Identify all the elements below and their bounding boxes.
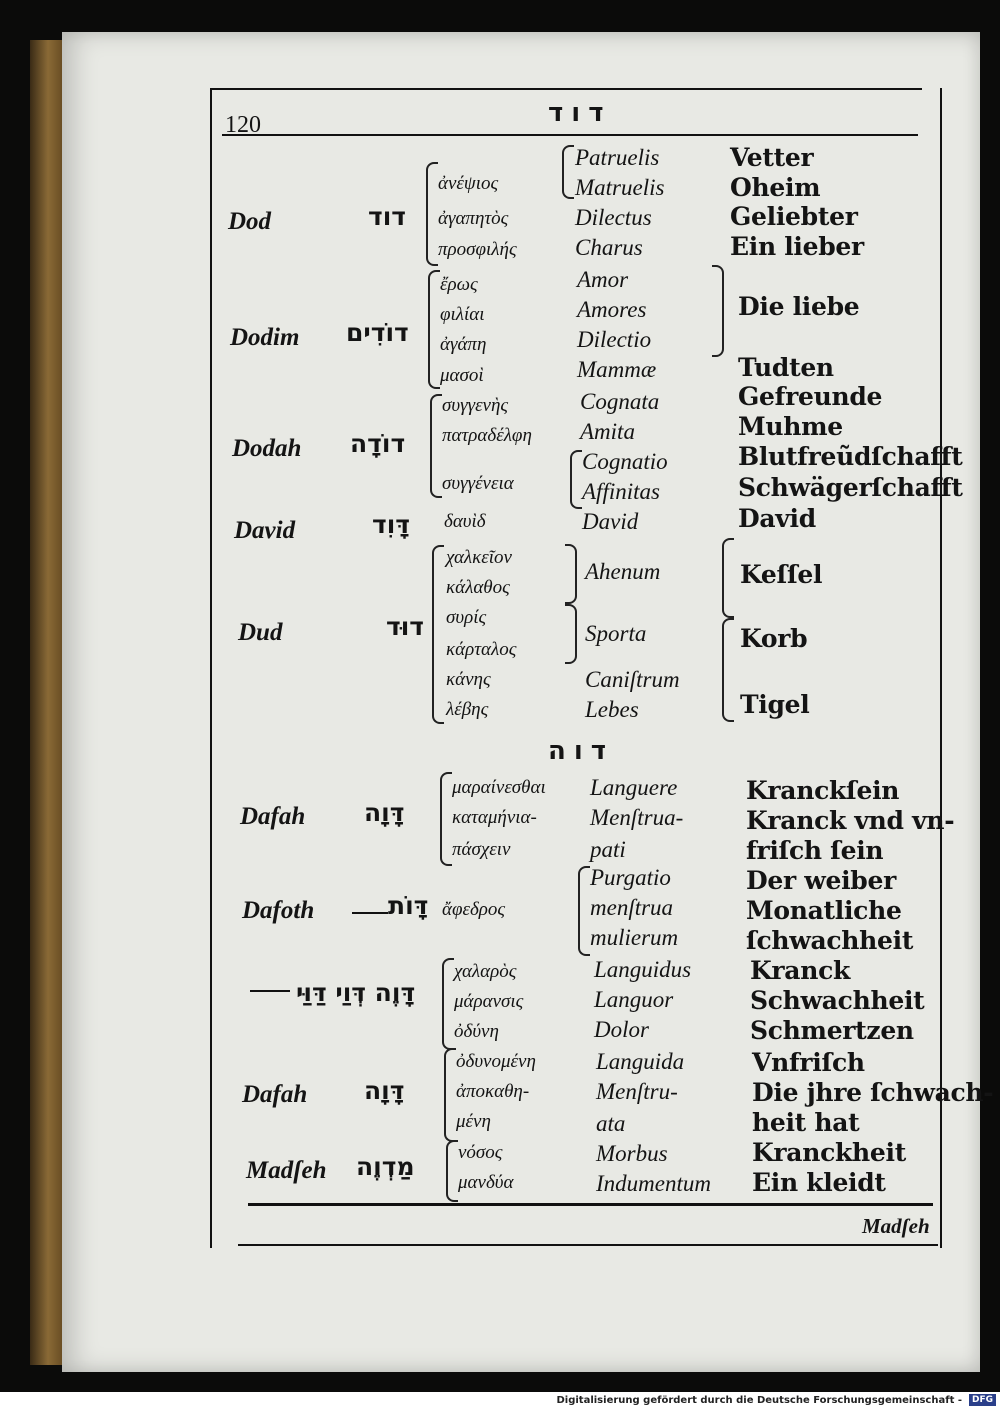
hebrew-word: דָּוֶה דְּוַי דַּוַּי: [296, 978, 416, 1007]
latin-word: Cognata: [580, 389, 660, 414]
dfg-logo: DFG: [969, 1394, 996, 1406]
german-word: Muhme: [738, 412, 843, 441]
frame-top-rule: [210, 88, 922, 90]
dash-rule: [352, 912, 388, 914]
greek-word: κάλαθος: [446, 577, 510, 598]
latin-word: Menſtru-: [596, 1079, 678, 1104]
latin-word: Languida: [596, 1049, 685, 1074]
greek-word: χαλκεῖον: [446, 547, 512, 568]
greek-word: ἀγάπη: [440, 334, 487, 355]
german-word: Die jhre ſchwach-: [752, 1078, 994, 1107]
brace: [565, 604, 577, 664]
german-word: David: [738, 504, 816, 533]
catchword: Madſeh: [862, 1214, 930, 1238]
greek-word: ἄφεδρος: [442, 899, 506, 920]
latin-word: Affinitas: [582, 479, 660, 504]
german-word: Kranckſein: [746, 776, 900, 805]
latin-word: Languere: [590, 775, 678, 800]
brace: [446, 1140, 458, 1202]
latin-word: Amor: [577, 267, 629, 292]
hebrew-word: דוֹדִים: [346, 318, 409, 347]
entry-term: David: [234, 517, 296, 544]
greek-word: ὀδυνομένη: [456, 1051, 536, 1072]
greek-word: ἀγαπητὸς: [438, 208, 509, 229]
brace: [722, 538, 734, 618]
brace: [444, 1048, 456, 1142]
latin-word: Cognatio: [582, 449, 668, 474]
latin-word: mulierum: [590, 925, 679, 950]
german-word: Keſſel: [740, 560, 823, 589]
hebrew-word: דָּוִד: [372, 510, 410, 539]
entry-term: Dodah: [232, 435, 302, 462]
greek-word: πατραδέλφη: [442, 425, 532, 446]
german-word: Der weiber: [746, 866, 896, 895]
german-word: Ein kleidt: [752, 1168, 886, 1197]
latin-word: Sporta: [585, 621, 647, 646]
latin-word: Indumentum: [596, 1171, 711, 1196]
latin-word: Caniſtrum: [585, 667, 680, 692]
latin-word: Morbus: [596, 1141, 668, 1166]
german-word: ſchwachheit: [746, 926, 914, 955]
footer-credit: Digitalisierung gefördert durch die Deutsche Forschungsgemeinschaft -: [556, 1395, 962, 1406]
german-word: Kranck vnd vn-: [746, 806, 955, 835]
greek-word: συρίς: [446, 607, 487, 628]
greek-word: ἔρως: [440, 274, 478, 295]
latin-word: Languor: [594, 987, 674, 1012]
german-word: Tigel: [740, 690, 810, 719]
german-word: Gefreunde: [738, 382, 883, 411]
german-word: Oheim: [730, 173, 821, 202]
german-word: Vetter: [730, 143, 814, 172]
entry-term: Madſeh: [246, 1157, 327, 1184]
hebrew-word: דָּוֹת: [388, 891, 429, 920]
greek-word: ὀδύνη: [454, 1021, 499, 1042]
latin-word: pati: [590, 837, 626, 862]
latin-word: Purgatio: [590, 865, 671, 890]
brace: [578, 866, 590, 956]
greek-word: καταμήνια-: [452, 807, 537, 828]
latin-word: Mammæ: [577, 357, 657, 382]
entry-term: Dud: [238, 619, 283, 646]
brace: [432, 545, 444, 724]
latin-word: Patruelis: [575, 145, 660, 170]
german-word: Die liebe: [738, 292, 860, 321]
brace: [440, 772, 452, 866]
brace: [565, 544, 577, 604]
page-number: 120: [225, 112, 261, 138]
greek-word: δαυὶδ: [444, 511, 486, 532]
german-word: Kranck: [750, 956, 851, 985]
brace: [426, 162, 438, 266]
catchword-rule: [238, 1244, 938, 1246]
entry-term: Dafoth: [242, 897, 315, 924]
greek-word: πάσχειν: [452, 839, 511, 860]
greek-word: συγγενὴς: [442, 395, 509, 416]
latin-word: Menſtrua-: [590, 805, 684, 830]
german-word: Tudten: [738, 353, 834, 382]
latin-word: Ahenum: [585, 559, 661, 584]
running-head: דוד: [548, 98, 612, 128]
bottom-rule: [248, 1203, 933, 1206]
brace: [712, 265, 724, 357]
greek-word: μασοὶ: [440, 365, 484, 386]
german-word: heit hat: [752, 1108, 860, 1137]
latin-word: Languidus: [594, 957, 692, 982]
hebrew-word: דוד: [368, 202, 406, 231]
greek-word: μανδύα: [458, 1172, 514, 1193]
greek-word: κάνης: [446, 669, 491, 690]
german-word: Monatliche: [746, 896, 902, 925]
brace: [428, 270, 440, 389]
latin-word: David: [582, 509, 639, 534]
latin-word: Amores: [577, 297, 647, 322]
german-word: Schmertzen: [750, 1016, 914, 1045]
hebrew-word: מַדְוֶה: [356, 1152, 415, 1181]
german-word: Vnfriſch: [752, 1048, 865, 1077]
section-head: דוה: [548, 736, 615, 766]
german-word: Geliebter: [730, 202, 858, 231]
german-word: Blutfreũdſchafft: [738, 442, 963, 471]
hebrew-word: דָּוָה: [364, 1076, 405, 1105]
hebrew-word: דוּד: [386, 612, 424, 641]
entry-term: Dodim: [230, 324, 300, 351]
latin-word: Dilectus: [575, 205, 652, 230]
german-word: Schwachheit: [750, 986, 925, 1015]
latin-word: Dolor: [594, 1017, 649, 1042]
latin-word: Charus: [575, 235, 643, 260]
brace: [430, 394, 442, 498]
german-word: Korb: [740, 624, 808, 653]
greek-word: νόσος: [458, 1142, 503, 1163]
brace: [562, 145, 574, 199]
hebrew-word: דָּוָה: [364, 798, 405, 827]
latin-word: Dilectio: [577, 327, 652, 352]
header-rule: [222, 134, 918, 136]
greek-word: χαλαρὸς: [454, 961, 517, 982]
latin-word: Matruelis: [575, 175, 665, 200]
greek-word: φιλίαι: [440, 304, 485, 325]
greek-word: ἀποκαθη-: [456, 1081, 530, 1102]
latin-word: ata: [596, 1111, 626, 1136]
greek-word: ἀνέψιος: [438, 173, 499, 194]
brace: [442, 958, 454, 1050]
greek-word: μαραίνεσθαι: [452, 777, 546, 798]
entry-term: Dafah: [240, 803, 306, 830]
greek-word: προσφιλής: [438, 239, 517, 260]
latin-word: Amita: [580, 419, 635, 444]
greek-word: λέβης: [446, 699, 489, 720]
entry-term: Dod: [228, 208, 272, 235]
hebrew-word: דוֹדָה: [350, 429, 406, 458]
brace: [722, 618, 734, 722]
latin-word: menſtrua: [590, 895, 674, 920]
brace: [570, 450, 582, 509]
greek-word: συγγένεια: [442, 473, 514, 494]
german-word: Ein lieber: [730, 232, 864, 261]
greek-word: μάρανσις: [454, 991, 524, 1012]
german-word: Kranckheit: [752, 1138, 906, 1167]
latin-word: Lebes: [585, 697, 639, 722]
greek-word: μένη: [456, 1111, 491, 1132]
german-word: friſch ſein: [746, 836, 884, 865]
german-word: Schwägerſchafft: [738, 473, 963, 502]
entry-term: Dafah: [242, 1081, 308, 1108]
greek-word: κάρταλος: [446, 639, 517, 660]
dash-rule: [250, 990, 290, 992]
